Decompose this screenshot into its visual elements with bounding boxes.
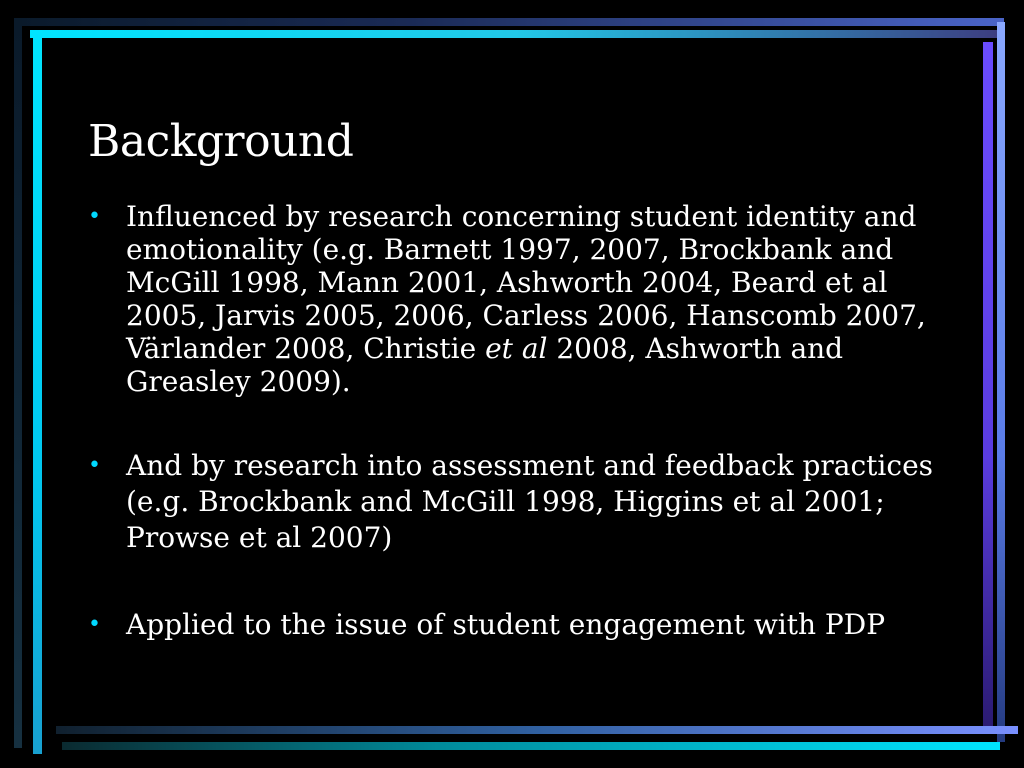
bullet-text: And by research into assessment and feedback practices (e.g. Brockbank and McGill 1998, Higgins et al 2001; Prowse et al 2007): [126, 449, 934, 554]
slide-title: Background: [88, 116, 354, 167]
bullet-text-italic: et al: [485, 332, 548, 365]
frame-bar-right-purple: [983, 42, 993, 732]
bullet-text: Applied to the issue of student engagement with PDP: [126, 608, 886, 641]
bullet-icon: •: [88, 612, 101, 637]
frame-bar-right-blue: [997, 22, 1005, 742]
bullet-list: [88, 196, 948, 641]
frame-bar-top-dark: [14, 18, 1004, 26]
bullet-item: [88, 608, 948, 641]
bullet-item: [88, 200, 948, 398]
frame-bar-bottom-blue: [56, 726, 1018, 734]
frame-bar-bottom-cyan: [62, 742, 1000, 750]
bullet-text: 2008, Ashworth and Greasley 2009).: [126, 332, 844, 398]
bullet-icon: •: [88, 204, 101, 229]
frame-bar-left-dark: [14, 18, 22, 748]
bullet-text: Influenced by research concerning student identity and emotionality (e.g. Barnett 1997, 2007, Brockbank and McGill 1998, Mann 2001, Ashworth 2004, Beard et al 2005, Jarvis 2005, 2006, Carless 2006, Hanscomb 2007, Värlander 2008, Christie: [126, 200, 926, 365]
frame-bar-left-cyan: [33, 30, 42, 754]
bullet-icon: •: [88, 453, 101, 478]
frame-bar-top-cyan: [30, 30, 1000, 38]
bullet-item: [88, 448, 948, 556]
